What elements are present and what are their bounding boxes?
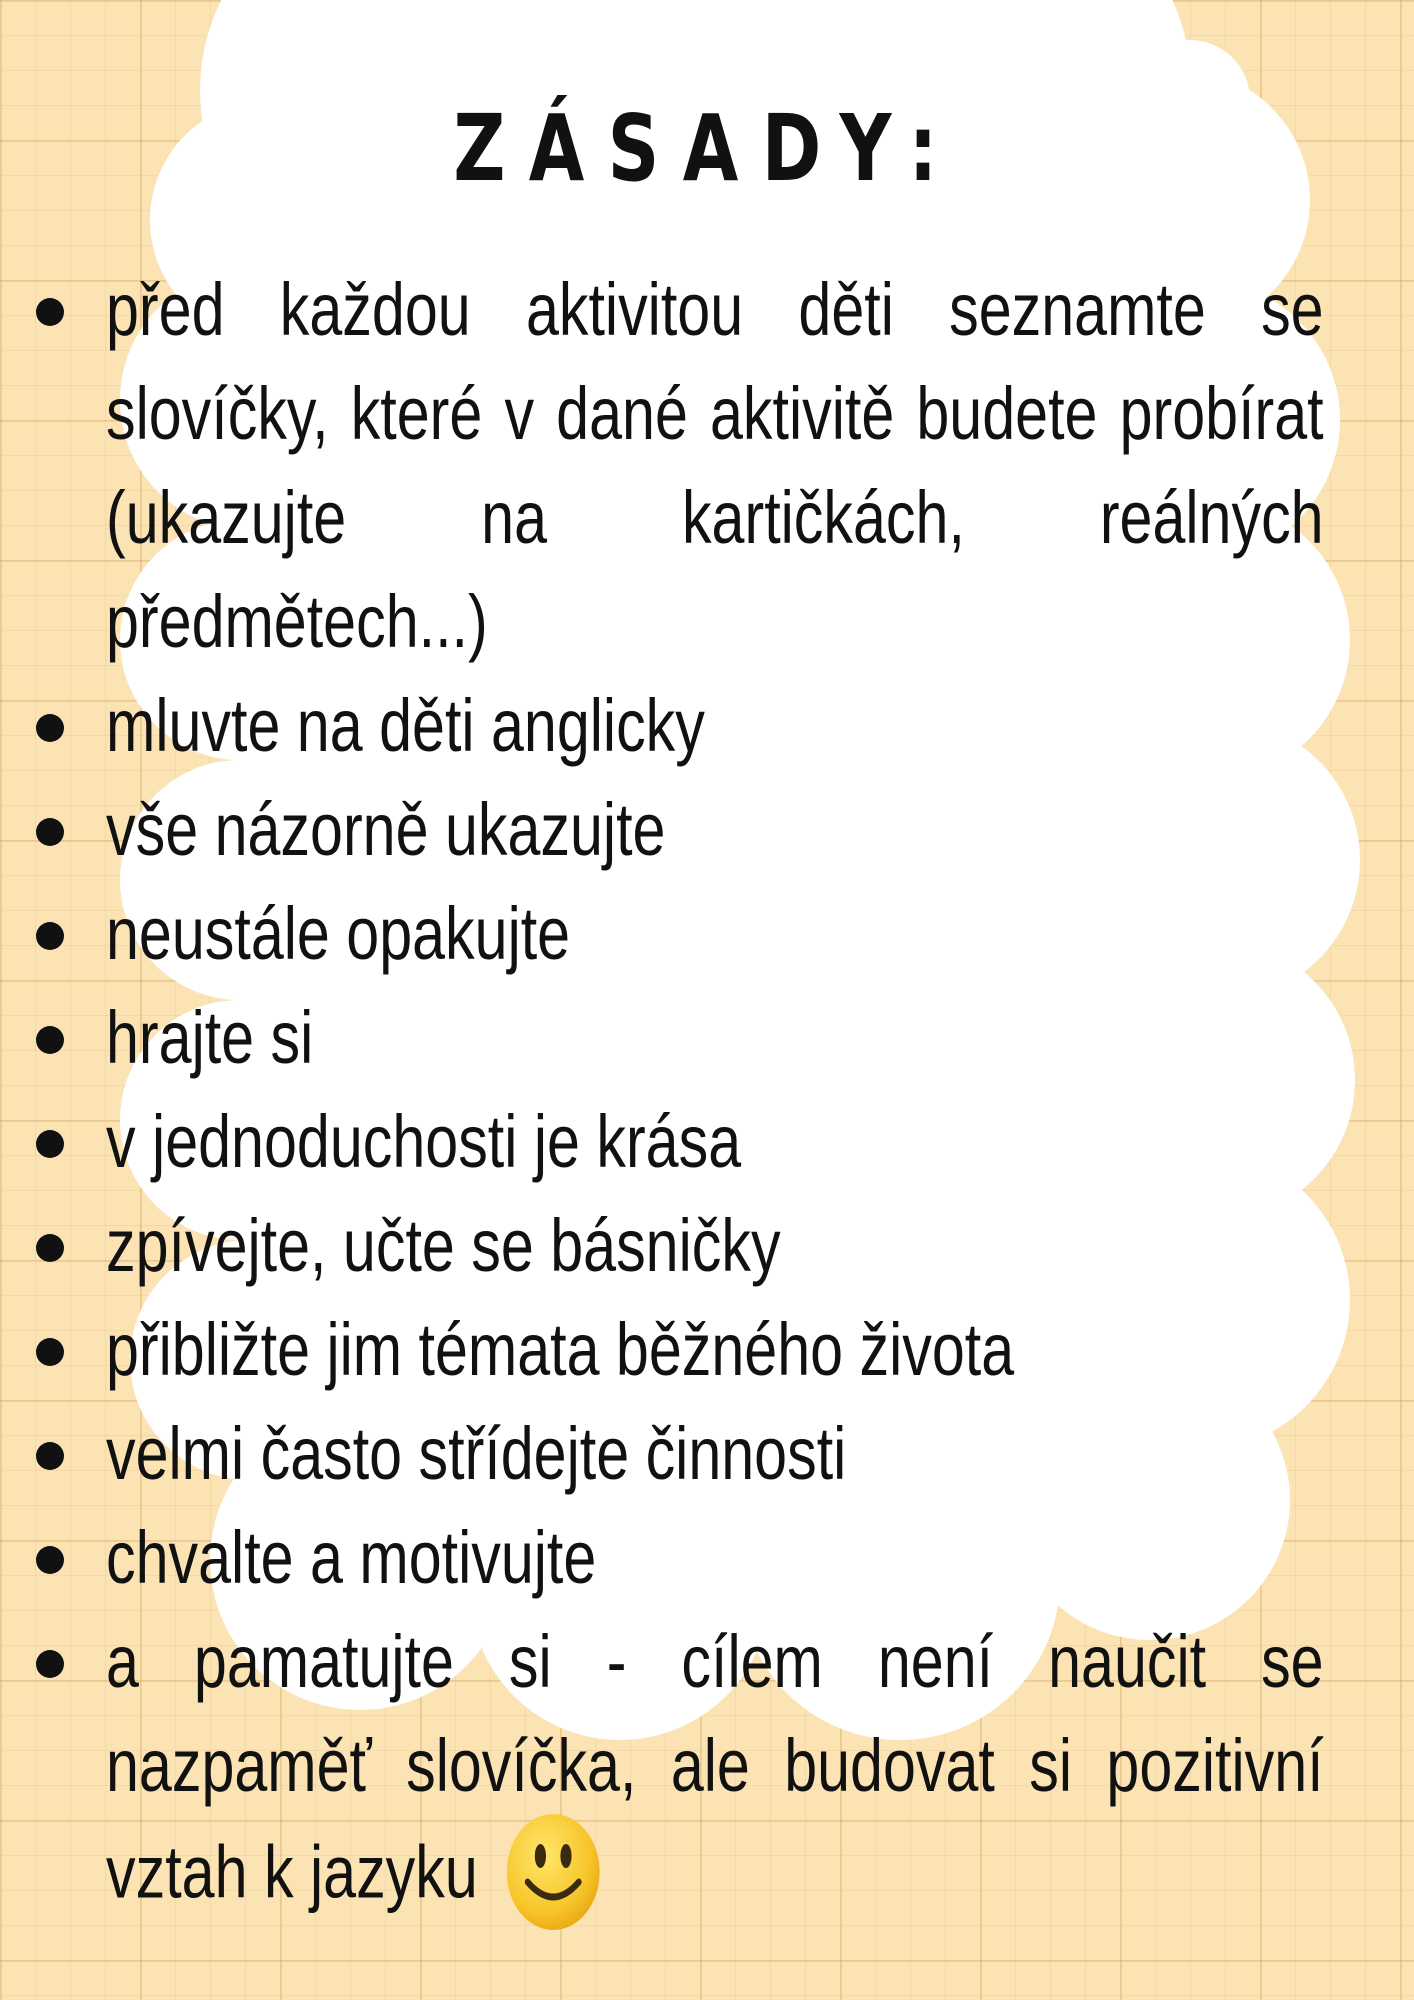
bullet-icon <box>36 922 64 950</box>
list-item-text <box>106 1610 1324 1922</box>
list-item <box>0 778 1414 882</box>
bullet-icon <box>36 1546 64 1574</box>
list-item <box>0 1298 1414 1402</box>
bullet-icon <box>36 1442 64 1470</box>
list-item <box>0 1194 1414 1298</box>
list-item-text: před každou aktivitou děti seznamte se slovíčky, které v dané aktivitě budete probírat (ukazujte na kartičkách, reálných předmětech...) <box>106 268 1324 663</box>
bullet-icon <box>36 714 64 742</box>
list-item-text: mluvte na děti anglicky <box>106 684 705 767</box>
list-item-text: hrajte si <box>106 996 314 1079</box>
page-title: ZÁSADY: <box>453 95 961 202</box>
list-item <box>0 1090 1414 1194</box>
list-item-text: zpívejte, učte se básničky <box>106 1204 781 1287</box>
list-item <box>0 882 1414 986</box>
bullet-icon <box>36 298 64 326</box>
list-item-text: přibližte jim témata běžného života <box>106 1308 1015 1391</box>
bullet-icon <box>36 1338 64 1366</box>
bullet-icon <box>36 1234 64 1262</box>
list-item <box>0 1402 1414 1506</box>
list-item <box>0 674 1414 778</box>
bullet-icon <box>36 1650 64 1678</box>
list-item-text: chvalte a motivujte <box>106 1516 597 1599</box>
principles-list <box>0 258 1414 1922</box>
list-item <box>0 258 1414 674</box>
list-item-text: vše názorně ukazujte <box>106 788 666 871</box>
list-item-text: velmi často střídejte činnosti <box>106 1412 847 1495</box>
list-item <box>0 986 1414 1090</box>
bullet-icon <box>36 1130 64 1158</box>
list-item <box>0 1610 1414 1922</box>
list-item-text-content: a pamatujte si - cílem není naučit se nazpaměť slovíčka, ale budovat si pozitivní vztah k jazyku <box>106 1620 1324 1914</box>
list-item <box>0 1506 1414 1610</box>
smiley-face-icon <box>505 1812 601 1932</box>
list-item-text: neustále opakujte <box>106 892 571 975</box>
bullet-icon <box>36 1026 64 1054</box>
bullet-icon <box>36 818 64 846</box>
list-item-text: v jednoduchosti je krása <box>106 1100 742 1183</box>
